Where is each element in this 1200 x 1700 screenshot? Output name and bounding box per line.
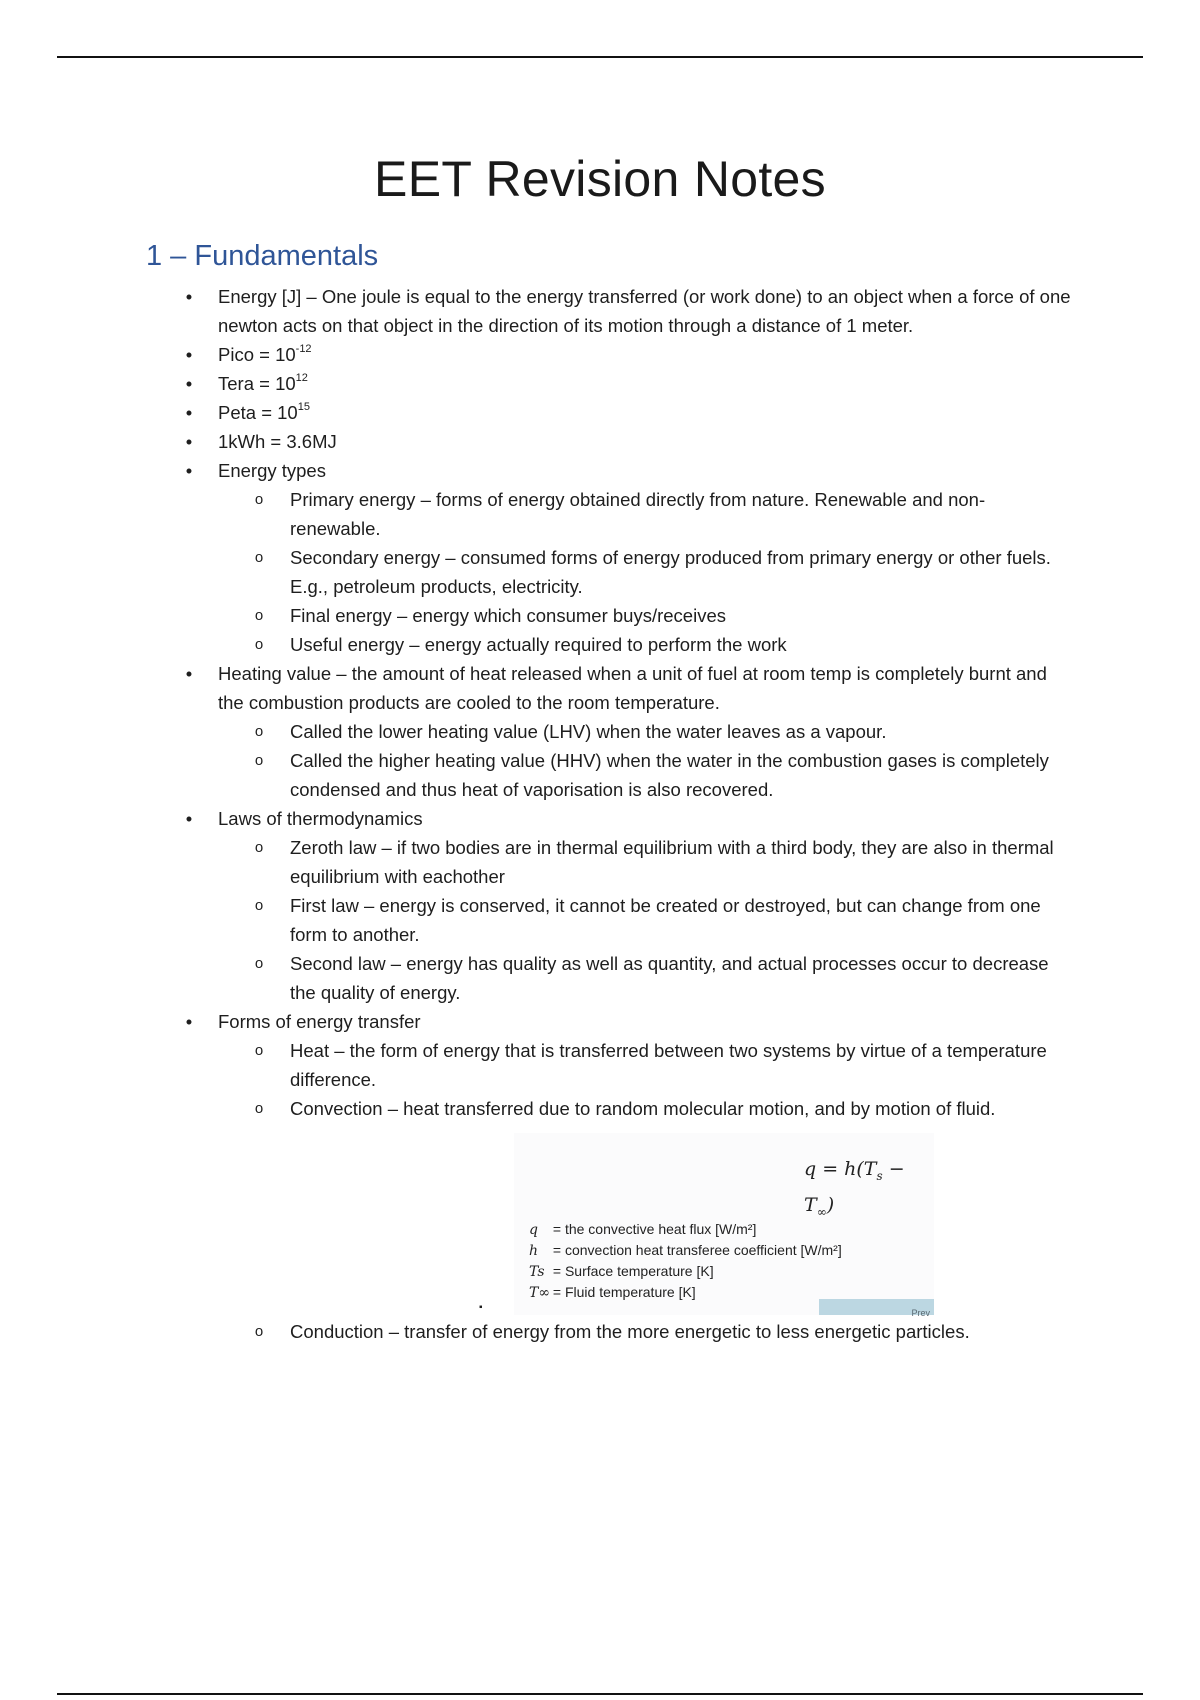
convection-text: Convection – heat transferred due to random molecular motion, and by motion of fluid. bbox=[290, 1098, 996, 1119]
footer-rule bbox=[57, 1693, 1143, 1695]
sub-bullet-icon: o bbox=[254, 549, 264, 566]
list-item bbox=[218, 485, 1071, 543]
second-law: Second law – energy has quality as well as quantity, and actual processes occur to decrease the quality of energy. bbox=[290, 953, 1049, 1003]
lhv-text: Called the lower heating value (LHV) when the water leaves as a vapour. bbox=[290, 721, 887, 742]
variable-row: h = convection heat transferee coefficient [W/m²] bbox=[529, 1242, 842, 1259]
forms-label: Forms of energy transfer bbox=[218, 1011, 421, 1032]
heating-value: Heating value – the amount of heat released when a unit of fuel at room temp is completely burnt and the combustion products are cooled to the room temperature. bbox=[218, 663, 1047, 713]
convection-equation: $q = h(T_s - T_\infty)$ bbox=[804, 1158, 905, 1219]
sub-bullet-icon: o bbox=[254, 955, 264, 972]
tera-exponent: 12 bbox=[295, 371, 308, 384]
main-list bbox=[146, 282, 1071, 1346]
list-item bbox=[146, 659, 1071, 804]
bullet-icon: • bbox=[185, 460, 193, 481]
page-title: EET Revision Notes bbox=[374, 151, 826, 207]
sub-bullet-icon: o bbox=[254, 1042, 264, 1059]
square-bullet-icon: ▪ bbox=[479, 1302, 483, 1313]
header-rule bbox=[57, 56, 1143, 58]
list-item bbox=[146, 1007, 1071, 1346]
list-item bbox=[218, 1317, 1071, 1346]
list-item bbox=[218, 601, 1071, 630]
list-item bbox=[218, 543, 1071, 601]
secondary-energy: Secondary energy – consumed forms of energy produced from primary energy or other fuels. E.g., petroleum products, electricity. bbox=[290, 547, 1051, 597]
bullet-icon: • bbox=[185, 663, 193, 684]
sub-bullet-icon: o bbox=[254, 752, 264, 769]
convection-formula-image bbox=[479, 1133, 934, 1318]
laws-label: Laws of thermodynamics bbox=[218, 808, 423, 829]
bullet-icon: • bbox=[185, 402, 193, 423]
variable-row: q = the convective heat flux [W/m²] bbox=[529, 1221, 757, 1238]
bullet-icon: • bbox=[185, 1011, 193, 1032]
conduction-text: Conduction – transfer of energy from the more energetic to less energetic particles. bbox=[290, 1321, 970, 1342]
list-item bbox=[218, 746, 1071, 804]
zeroth-law: Zeroth law – if two bodies are in thermal equilibrium with a third body, they are also in thermal equilibrium with eachother bbox=[290, 837, 1054, 887]
section-heading: 1 – Fundamentals bbox=[146, 240, 379, 272]
forms-list bbox=[218, 1036, 1071, 1346]
bullet-icon: • bbox=[185, 373, 193, 394]
list-item bbox=[218, 717, 1071, 746]
heat-text: Heat – the form of energy that is transferred between two systems by virtue of a temperature difference. bbox=[290, 1040, 1047, 1090]
sub-bullet-icon: o bbox=[254, 636, 264, 653]
bullet-icon: • bbox=[185, 431, 193, 452]
tera-label: Tera = 10 bbox=[218, 373, 296, 394]
sub-bullet-icon: o bbox=[254, 897, 264, 914]
bullet-icon: • bbox=[185, 286, 193, 307]
list-item bbox=[146, 804, 1071, 1007]
sub-bullet-icon: o bbox=[254, 1100, 264, 1117]
sub-bullet-icon: o bbox=[254, 839, 264, 856]
list-item bbox=[146, 427, 1071, 456]
sub-bullet-icon: o bbox=[254, 607, 264, 624]
pico-exponent: -12 bbox=[295, 342, 312, 355]
energy-types-label: Energy types bbox=[218, 460, 326, 481]
laws-list bbox=[218, 833, 1071, 1007]
sub-bullet-icon: o bbox=[254, 491, 264, 508]
sub-bullet-icon: o bbox=[254, 723, 264, 740]
bullet-icon: • bbox=[185, 344, 193, 365]
list-item bbox=[218, 891, 1071, 949]
list-item bbox=[146, 456, 1071, 659]
slide-badge: Prev bbox=[819, 1299, 934, 1315]
list-item bbox=[218, 1094, 1071, 1318]
heating-value-list bbox=[218, 717, 1071, 804]
list-item bbox=[218, 630, 1071, 659]
list-item bbox=[146, 282, 1071, 340]
notes-body bbox=[146, 282, 1071, 1346]
variable-row: T∞ = Fluid temperature [K] bbox=[529, 1284, 696, 1301]
kwh-conversion: 1kWh = 3.6MJ bbox=[218, 431, 337, 452]
bullet-icon: • bbox=[185, 808, 193, 829]
list-item bbox=[146, 398, 1071, 427]
first-law: First law – energy is conserved, it cannot be created or destroyed, but can change from one form to another. bbox=[290, 895, 1041, 945]
useful-energy: Useful energy – energy actually required to perform the work bbox=[290, 634, 787, 655]
variable-definitions bbox=[529, 1219, 842, 1303]
sub-bullet-icon: o bbox=[254, 1323, 264, 1340]
variable-row: Ts = Surface temperature [K] bbox=[529, 1263, 714, 1280]
list-item bbox=[218, 949, 1071, 1007]
energy-definition: Energy [J] – One joule is equal to the energy transferred (or work done) to an object when a force of one newton acts on that object in the direction of its motion through a distance of 1 meter. bbox=[218, 286, 1071, 336]
primary-energy: Primary energy – forms of energy obtained directly from nature. Renewable and non-renewable. bbox=[290, 489, 986, 539]
final-energy: Final energy – energy which consumer buys/receives bbox=[290, 605, 726, 626]
peta-exponent: 15 bbox=[297, 400, 310, 413]
hhv-text: Called the higher heating value (HHV) when the water in the combustion gases is completely condensed and thus heat of vaporisation is also recovered. bbox=[290, 750, 1049, 800]
list-item bbox=[218, 1036, 1071, 1094]
pico-label: Pico = 10 bbox=[218, 344, 296, 365]
list-item bbox=[146, 369, 1071, 398]
peta-label: Peta = 10 bbox=[218, 402, 298, 423]
list-item bbox=[146, 340, 1071, 369]
energy-types-list bbox=[218, 485, 1071, 659]
list-item bbox=[218, 833, 1071, 891]
